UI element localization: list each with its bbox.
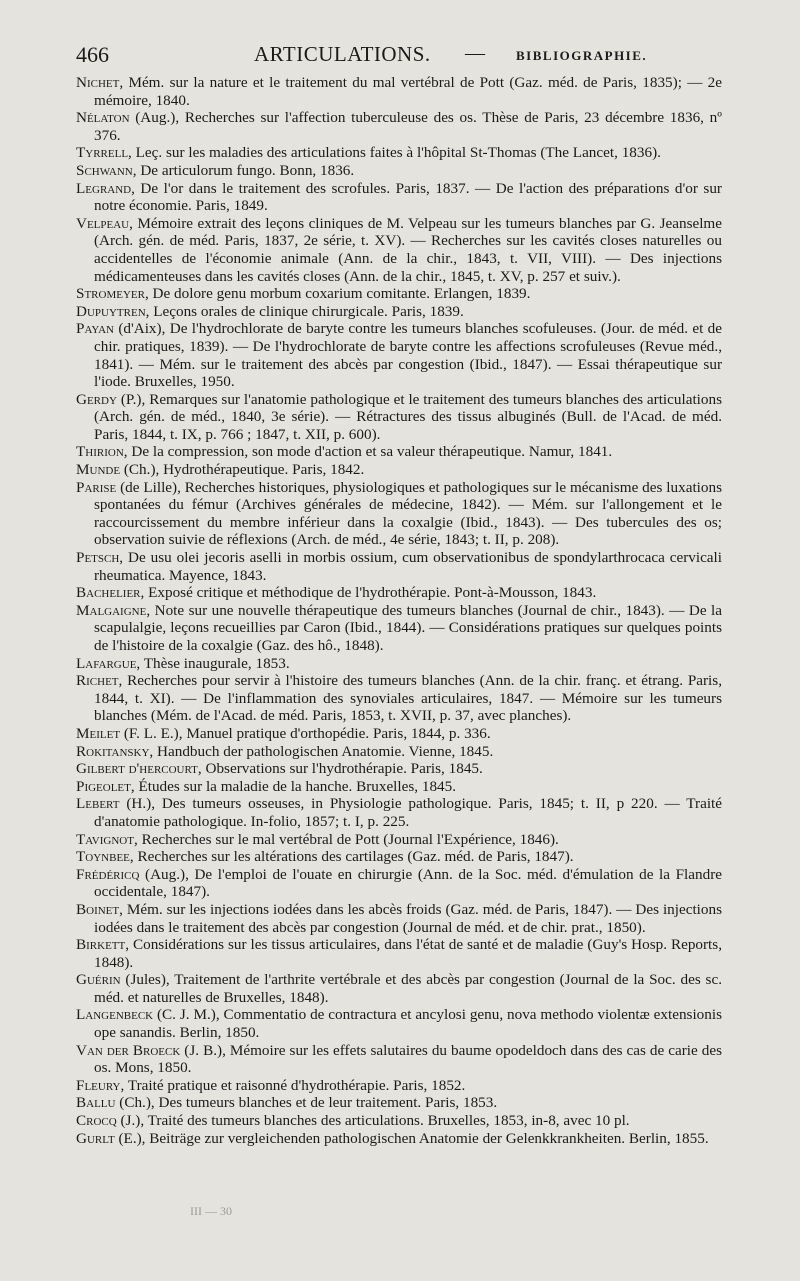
entry-text: Leç. sur les maladies des articulations faites à l'hôpital St-Thomas (The Lancet, 1836).	[131, 144, 661, 162]
entry-author: Munde	[76, 461, 121, 479]
running-title: ARTICULATIONS.	[254, 42, 431, 66]
bibliography-entry	[76, 1094, 722, 1112]
entry-text: Recherches sur le mal vertébral de Pott (Journal l'Expérience, 1846).	[137, 830, 559, 848]
bibliography-entry	[76, 831, 722, 849]
entry-text: Traité pratique et raisonné d'hydrothérapie. Paris, 1852.	[124, 1076, 466, 1094]
bibliography-entry	[76, 760, 722, 778]
entry-author: Frédéricq	[76, 865, 140, 883]
entry-author: Stromeyer,	[76, 285, 149, 303]
entry-author: Lafargue,	[76, 654, 141, 672]
header-dash: —	[465, 42, 485, 64]
entry-author: Richet,	[76, 672, 123, 690]
entry-text: Recherches sur les altérations des cartilages (Gaz. méd. de Paris, 1847).	[133, 848, 574, 866]
entry-text: Observations sur l'hydrothérapie. Paris, 1845.	[201, 760, 483, 778]
entry-text: Exposé critique et méthodique de l'hydrothérapie. Pont-à-Mousson, 1843.	[144, 584, 597, 602]
bibliography-entry	[76, 655, 722, 673]
entry-author: Tavignot,	[76, 830, 138, 848]
entry-author: Lebert	[76, 795, 120, 813]
bibliography-entry	[76, 1042, 722, 1077]
bibliography-entry	[76, 443, 722, 461]
page-number: 466	[76, 42, 109, 67]
bibliography-entry	[76, 584, 722, 602]
entry-text: (H.), Des tumeurs osseuses, in Physiologie pathologique. Paris, 1845; t. II, p 220. — Traité d'anatomie pathologique. In-folio, 1857; t. I, p. 225.	[94, 795, 722, 830]
entry-text: Mém. sur les injections iodées dans les abcès froids (Gaz. méd. de Paris, 1847). — Des injections iodées dans le traitement des abcès par congestion (Journal de méd. et de chir. prat., 1850).	[94, 900, 722, 936]
entry-text: (P.), Remarques sur l'anatomie pathologique et le traitement des tumeurs blanches des articulations (Arch. gén. de méd., 1840, 3e série). — Rétractures des tissus albuginés (Bull. de l'Acad. de méd. Paris, 1844, t. IX, p. 766 ; 1847, t. XII, p. 600).	[94, 390, 722, 443]
entry-text: (Jules), Traitement de l'arthrite vertébrale et des abcès par congestion (Journal de la Soc. des sc. méd. et naturelles de Bruxelles, 1848).	[94, 971, 722, 1006]
bibliography-entry	[76, 391, 722, 444]
entry-author: Malgaigne,	[76, 601, 151, 619]
entry-author: Schwann,	[76, 161, 137, 179]
entry-author: Van der Broeck	[76, 1041, 181, 1059]
bibliography-entry	[76, 461, 722, 479]
entry-author: Pigeolet,	[76, 777, 135, 795]
entry-author: Petsch,	[76, 549, 124, 567]
bibliography-entry	[76, 672, 722, 725]
entry-text: De l'or dans le traitement des scrofules. Paris, 1837. — De l'action des préparations d'or sur notre économie. Paris, 1849.	[94, 179, 722, 215]
entry-text: De dolore genu morbum coxarium comitante. Erlangen, 1839.	[148, 285, 531, 303]
entry-text: Mém. sur la nature et le traitement du mal vertébral de Pott (Gaz. méd. de Paris, 1835); — 2e mémoire, 1840.	[94, 74, 722, 109]
entry-text: (d'Aix), De l'hydrochlorate de baryte contre les tumeurs blanches scofuleuses. (Jour. de méd. et de chir. pratiques, 1839). — De l'hydrochlorate de baryte contre les affections scrofuleuses (Revue méd., 1841). — Mém. sur le traitement des abcès par congestion (Ibid., 1847). — Essai thérapeutique sur l'iode. Bruxelles, 1950.	[94, 320, 722, 391]
entry-text: Mémoire extrait des leçons cliniques de M. Velpeau sur les tumeurs blanches par G. Jeanselme (Arch. gén. de méd. Paris, 1837, 2e série, t. XV). — Recherches sur les cavités closes naturelles ou accidentelles de l'économie animale (Ann. de la chir., 1843, t. VII, VIII). — Des injections médicamenteuses dans les cavités closes (Ann. de la chir., 1845, t. XV, p. 257 et suiv.).	[94, 214, 722, 285]
bibliography-list	[76, 74, 722, 1147]
bibliography-entry	[76, 180, 722, 215]
signature-mark: III — 30	[190, 1204, 232, 1218]
entry-author: Nichet,	[76, 74, 124, 91]
entry-author: Ballu	[76, 1094, 116, 1112]
bibliography-entry	[76, 303, 722, 321]
bibliography-entry	[76, 162, 722, 180]
entry-author: Velpeau,	[76, 214, 133, 232]
entry-author: Thirion,	[76, 443, 128, 461]
entry-author: Rokitansky,	[76, 742, 154, 760]
bibliography-entry	[76, 479, 722, 549]
bibliography-entry	[76, 1077, 722, 1095]
page-header	[76, 38, 726, 74]
entry-author: Parise	[76, 478, 117, 496]
entry-author: Nélaton	[76, 109, 130, 127]
bibliography-entry	[76, 725, 722, 743]
running-subtitle: BIBLIOGRAPHIE.	[516, 48, 648, 63]
entry-text: (C. J. M.), Commentatio de contractura et ancylosi genu, nova methodo violentæ extensionis ope sanandis. Berlin, 1850.	[94, 1006, 722, 1042]
entry-author: Gurlt	[76, 1129, 115, 1147]
entry-author: Gerdy	[76, 390, 117, 408]
entry-text: (J.), Traité des tumeurs blanches des articulations. Bruxelles, 1853, in-8, avec 10 pl.	[116, 1112, 630, 1130]
bibliography-entry	[76, 778, 722, 796]
bibliography-entry	[76, 901, 722, 936]
bibliography-entry	[76, 1112, 722, 1130]
bibliography-entry	[76, 74, 722, 109]
entry-author: Birkett,	[76, 936, 130, 954]
entry-author: Meilet	[76, 724, 121, 742]
bibliography-entry	[76, 866, 722, 901]
entry-text: Leçons orales de clinique chirurgicale. Paris, 1839.	[149, 302, 464, 320]
bibliography-entry	[76, 1006, 722, 1041]
entry-text: Handbuch der pathologischen Anatomie. Vienne, 1845.	[153, 742, 494, 760]
entry-text: (J. B.), Mémoire sur les effets salutaires du baume opodeldoch dans des cas de carie des os. Mons, 1850.	[94, 1041, 722, 1077]
bibliography-entry	[76, 285, 722, 303]
bibliography-entry	[76, 109, 722, 144]
entry-text: (E.), Beiträge zur vergleichenden pathologischen Anatomie der Gelenkkrankheiten. Berlin, 1855.	[114, 1129, 709, 1147]
entry-text: (F. L. E.), Manuel pratique d'orthopédie. Paris, 1844, p. 336.	[120, 724, 491, 742]
entry-author: Boinet,	[76, 900, 123, 918]
bibliography-entry	[76, 1130, 722, 1148]
entry-author: Guérin	[76, 971, 121, 989]
entry-author: Bachelier,	[76, 584, 145, 602]
entry-author: Gilbert d'hercourt,	[76, 760, 202, 778]
entry-author: Tyrrell,	[76, 144, 132, 162]
bibliography-entry	[76, 971, 722, 1006]
bibliography-entry	[76, 549, 722, 584]
bibliography-entry	[76, 320, 722, 390]
entry-text: Note sur une nouvelle thérapeutique des tumeurs blanches (Journal de chir., 1843). — De la scapulalgie, leçons recueillies par Caron (Ibid., 1844). — Considérations pratiques sur quelques points de l'histoire de la coxalgie (Gaz. des hô., 1848).	[94, 601, 722, 654]
entry-author: Dupuytren,	[76, 302, 150, 320]
entry-author: Fleury,	[76, 1076, 125, 1094]
entry-text: Recherches pour servir à l'histoire des tumeurs blanches (Ann. de la chir. franç. et étrang. Paris, 1844, t. XI). — De l'inflammation des synoviales articulaires, 1847. — Mémoire sur les tumeurs blanches (Mém. de l'Acad. de méd. Paris, 1853, t. XVII, p. 37, avec planches).	[94, 672, 722, 725]
entry-text: (Ch.), Hydrothérapeutique. Paris, 1842.	[120, 461, 365, 479]
entry-author: Payan	[76, 320, 114, 338]
bibliography-entry	[76, 602, 722, 655]
bibliography-entry	[76, 743, 722, 761]
entry-text: Considérations sur les tissus articulaires, dans l'état de santé et de maladie (Guy's Hosp. Reports, 1848).	[94, 936, 722, 971]
bibliography-entry	[76, 144, 722, 162]
entry-text: (Aug.), De l'emploi de l'ouate en chirurgie (Ann. de la Soc. méd. d'émulation de la Flandre occidentale, 1847).	[94, 865, 722, 901]
bibliography-entry	[76, 848, 722, 866]
bibliography-entry	[76, 936, 722, 971]
entry-text: De articulorum fungo. Bonn, 1836.	[136, 161, 355, 179]
entry-text: (Aug.), Recherches sur l'affection tuberculeuse des os. Thèse de Paris, 23 décembre 1836, nº 376.	[94, 109, 722, 144]
entry-text: Études sur la maladie de la hanche. Bruxelles, 1845.	[134, 777, 457, 795]
entry-author: Crocq	[76, 1112, 117, 1130]
entry-text: (Ch.), Des tumeurs blanches et de leur traitement. Paris, 1853.	[115, 1094, 498, 1112]
bibliography-entry	[76, 215, 722, 285]
entry-text: De usu olei jecoris aselli in morbis ossium, cum observationibus de spondylarthrocaca cervicali rheumatica. Mayence, 1843.	[94, 549, 722, 584]
entry-author: Langenbeck	[76, 1006, 154, 1024]
bibliography-entry	[76, 795, 722, 830]
entry-text: Thèse inaugurale, 1853.	[140, 654, 290, 672]
entry-text: (de Lille), Recherches historiques, physiologiques et pathologiques sur le mécanisme des luxations spontanées du fémur (Archives générales de médecine, 1842). — Mém. sur l'allongement et le raccourcissement du membre inférieur dans la coxalgie (Ibid., 1843). — Des tubercules des os; observation suivie de réflexions (Arch. de méd., 4e série, 1843; t. II, p. 208).	[94, 478, 722, 549]
entry-text: De la compression, son mode d'action et sa valeur thérapeutique. Namur, 1841.	[127, 443, 613, 461]
entry-author: Toynbee,	[76, 848, 134, 866]
entry-author: Legrand,	[76, 179, 135, 197]
